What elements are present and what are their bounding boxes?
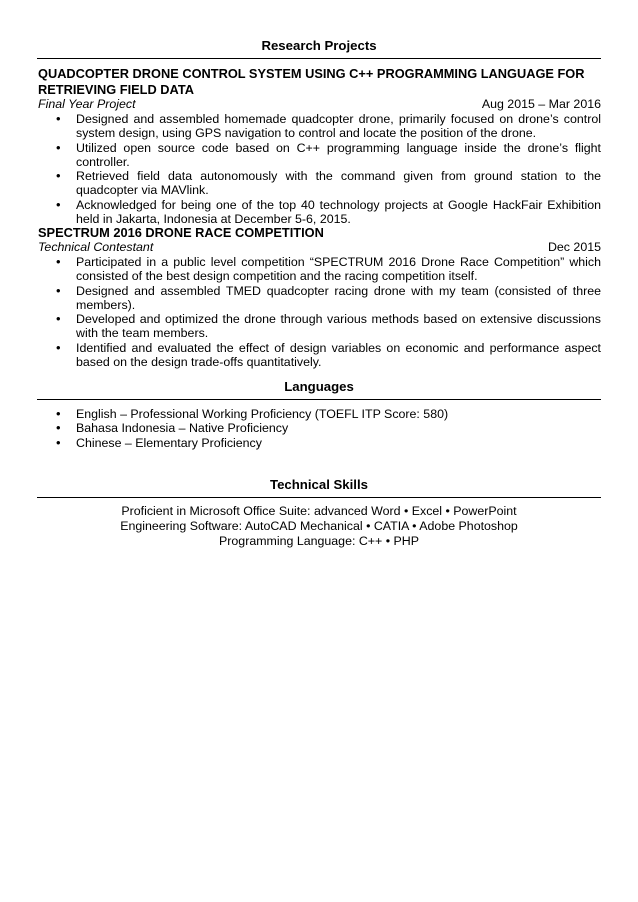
list-item: • Developed and optimized the drone through various methods based on extensive discussions with the team members.	[38, 312, 601, 341]
project-meta	[38, 97, 601, 112]
project-bullet-list	[38, 112, 601, 226]
list-item: • Bahasa Indonesia – Native Proficiency	[38, 421, 601, 435]
list-item: • Designed and assembled TMED quadcopter racing drone with my team (consisted of three members).	[38, 284, 601, 313]
section-heading-technical-skills: Technical Skills	[270, 477, 368, 492]
list-item: • English – Professional Working Proficiency (TOEFL ITP Score: 580)	[38, 407, 601, 421]
languages-list	[38, 407, 601, 450]
section-heading-languages: Languages	[284, 379, 354, 394]
project-role: Final Year Project	[38, 97, 136, 111]
list-item: • Participated in a public level competition “SPECTRUM 2016 Drone Race Competition” which consisted of the best design competition and the racing competition itself.	[38, 255, 601, 284]
skills-line: Engineering Software: AutoCAD Mechanical • CATIA • Adobe Photoshop	[120, 519, 518, 533]
project-dates: Dec 2015	[547, 240, 601, 254]
list-item: • Acknowledged for being one of the top 40 technology projects at Google HackFair Exhibition held in Jakarta, Indonesia at December 5-6, 2015.	[38, 198, 601, 227]
project-title: SPECTRUM 2016 DRONE RACE COMPETITION	[38, 225, 324, 240]
section-divider	[37, 58, 601, 59]
list-item: • Utilized open source code based on C++ programming language inside the drone’s flight controller.	[38, 141, 601, 170]
list-item: • Identified and evaluated the effect of design variables on economic and performance aspect based on the design trade-offs quantitatively.	[38, 341, 601, 370]
project-role: Technical Contestant	[38, 240, 154, 254]
section-divider	[37, 399, 601, 400]
section-divider	[37, 497, 601, 498]
list-item: • Chinese – Elementary Proficiency	[38, 436, 601, 450]
skills-block	[37, 504, 601, 549]
project-bullet-list	[38, 255, 601, 369]
list-item: • Retrieved field data autonomously with the command given from ground station to the quadcopter via MAVlink.	[38, 169, 601, 198]
section-heading-research-projects: Research Projects	[261, 38, 377, 53]
project-meta	[38, 240, 601, 255]
list-item: • Designed and assembled homemade quadcopter drone, primarily focused on drone’s control system design, using GPS navigation to control and locate the position of the drone.	[38, 112, 601, 141]
project-title: QUADCOPTER DRONE CONTROL SYSTEM USING C++ PROGRAMMING LANGUAGE FOR RETRIEVING FIELD DATA	[38, 66, 585, 97]
skills-line: Proficient in Microsoft Office Suite: advanced Word • Excel • PowerPoint	[121, 504, 517, 518]
skills-line: Programming Language: C++ • PHP	[219, 534, 419, 548]
project-dates: Aug 2015 – Mar 2016	[481, 97, 601, 111]
